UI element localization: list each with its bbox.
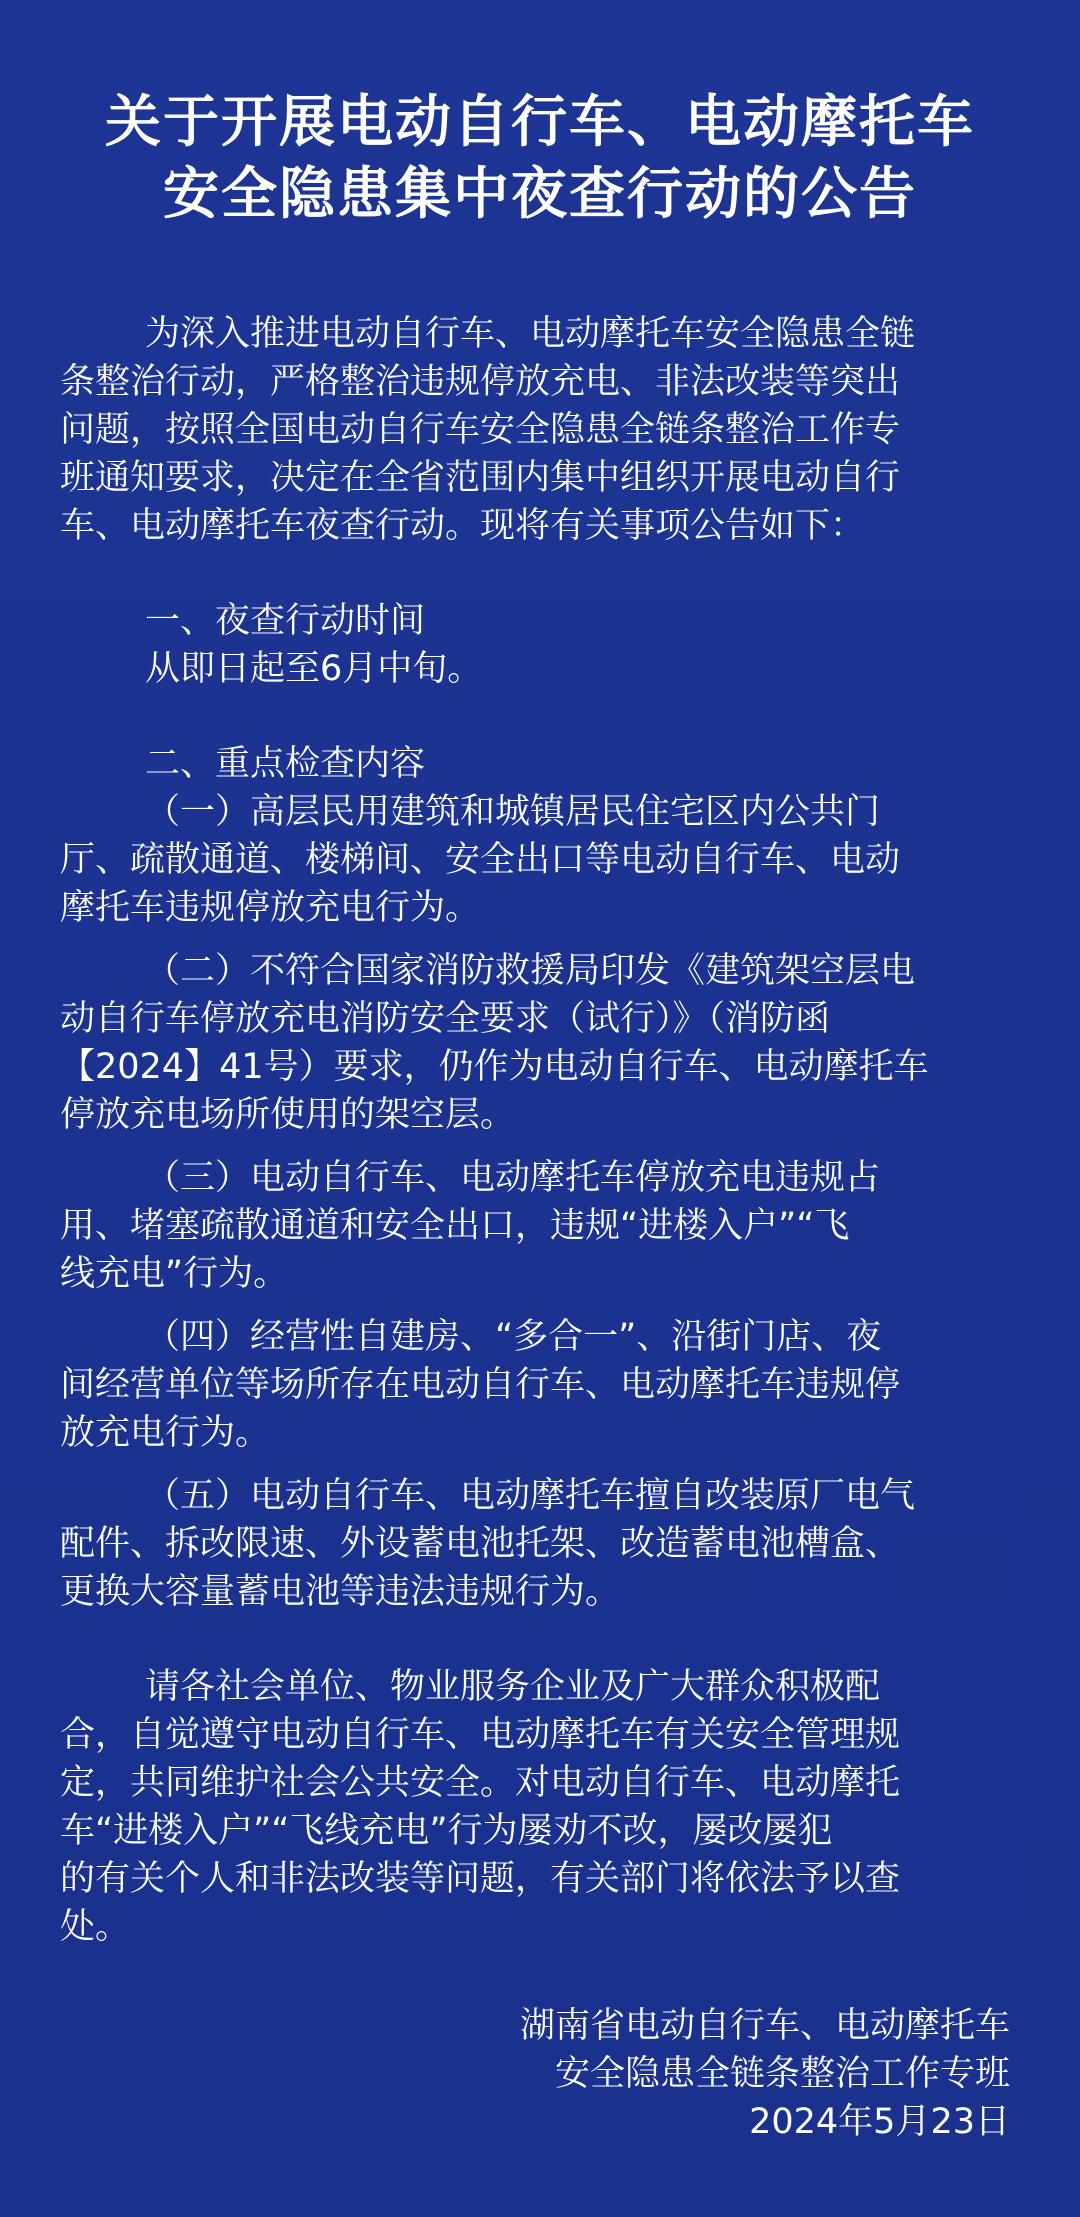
item-3-line: 用、堵塞疏散通道和安全出口，违规“进楼入户”“飞 bbox=[60, 1206, 850, 1246]
item-4-line: 间经营单位等场所存在电动自行车、电动摩托车违规停 bbox=[60, 1365, 901, 1405]
intro-line: 条整治行动，严格整治违规停放充电、非法改装等突出 bbox=[60, 362, 901, 402]
item-1-line: （一）高层民用建筑和城镇居民住宅区内公共门 bbox=[145, 792, 881, 832]
signature-org-line-1: 湖南省电动自行车、电动摩托车 bbox=[519, 2006, 1010, 2046]
closing-line: 定，共同维护社会公共安全。对电动自行车、电动摩托 bbox=[60, 1763, 901, 1803]
item-2-line: 动自行车停放充电消防安全要求（试行）》（消防函 bbox=[60, 999, 831, 1039]
item-4-line: 放充电行为。 bbox=[60, 1413, 271, 1453]
section-1-body: 从即日起至6月中旬。 bbox=[145, 649, 483, 689]
item-3-line: （三）电动自行车、电动摩托车停放充电违规占 bbox=[145, 1158, 881, 1198]
item-2-line: （二）不符合国家消防救援局印发《建筑架空层电 bbox=[145, 951, 916, 991]
notice-title-line-1: 关于开展电动自行车、电动摩托车 bbox=[105, 89, 975, 155]
signature-org-line-2: 安全隐患全链条整治工作专班 bbox=[554, 2054, 1010, 2094]
item-4-line: （四）经营性自建房、“多合一”、沿街门店、夜 bbox=[145, 1317, 882, 1357]
closing-line: 车“进楼入户”“飞线充电”行为屡劝不改，屡改屡犯 bbox=[60, 1811, 833, 1851]
intro-line: 班通知要求，决定在全省范围内集中组织开展电动自行 bbox=[60, 458, 901, 498]
notice-title-line-2: 安全隐患集中夜查行动的公告 bbox=[163, 161, 917, 227]
intro-line: 问题，按照全国电动自行车安全隐患全链条整治工作专 bbox=[60, 410, 901, 450]
closing-line: 合，自觉遵守电动自行车、电动摩托车有关安全管理规 bbox=[60, 1715, 901, 1755]
intro-line: 为深入推进电动自行车、电动摩托车安全隐患全链 bbox=[145, 314, 916, 354]
item-5-line: 更换大容量蓄电池等违法违规行为。 bbox=[60, 1572, 621, 1612]
item-3-line: 线充电”行为。 bbox=[60, 1254, 289, 1294]
signature-date: 2024年5月23日 bbox=[749, 2102, 1010, 2142]
item-2-line: 【2024】41号）要求，仍作为电动自行车、电动摩托车 bbox=[60, 1047, 929, 1087]
closing-line: 请各社会单位、物业服务企业及广大群众积极配 bbox=[145, 1667, 881, 1707]
section-2-heading: 二、重点检查内容 bbox=[145, 744, 426, 784]
closing-line: 处。 bbox=[60, 1907, 131, 1947]
section-1-heading: 一、夜查行动时间 bbox=[145, 601, 426, 641]
item-5-line: （五）电动自行车、电动摩托车擅自改装原厂电气 bbox=[145, 1476, 916, 1516]
closing-line: 的有关个人和非法改装等问题，有关部门将依法予以查 bbox=[60, 1859, 901, 1899]
intro-line: 车、电动摩托车夜查行动。现将有关事项公告如下： bbox=[60, 506, 866, 546]
item-1-line: 摩托车违规停放充电行为。 bbox=[60, 888, 481, 928]
item-5-line: 配件、拆改限速、外设蓄电池托架、改造蓄电池槽盒、 bbox=[60, 1524, 901, 1564]
item-1-line: 厅、疏散通道、楼梯间、安全出口等电动自行车、电动 bbox=[60, 840, 901, 880]
item-2-line: 停放充电场所使用的架空层。 bbox=[60, 1095, 516, 1135]
